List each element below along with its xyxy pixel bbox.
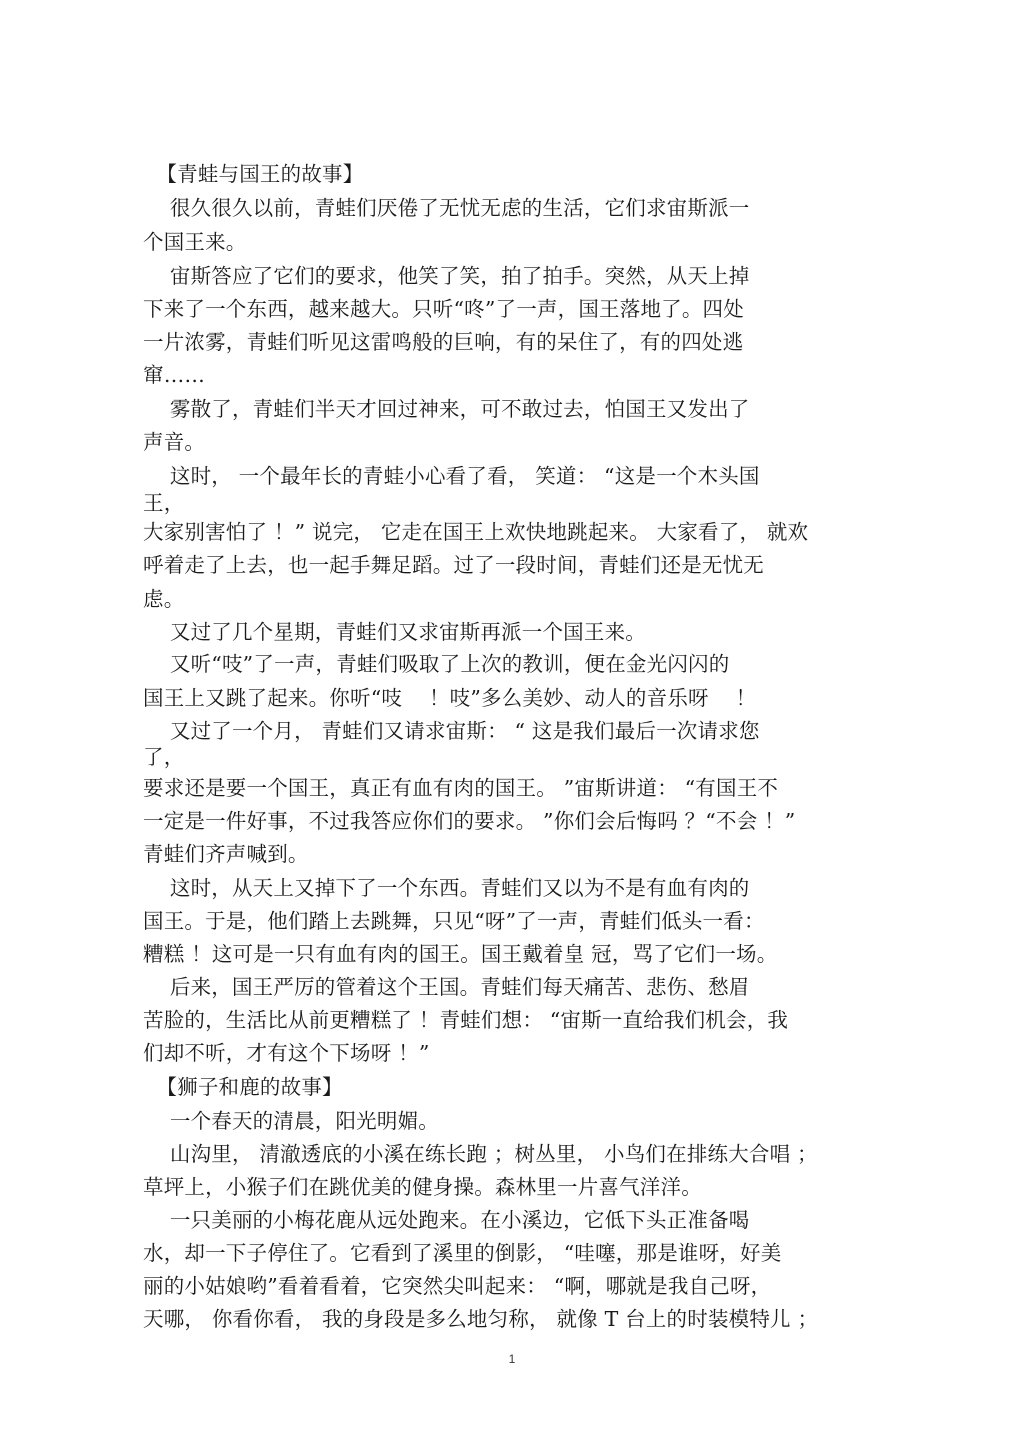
- text-line: 这时，从天上又掉下了一个东西。青蛙们又以为不是有血有肉的: [143, 876, 750, 900]
- section-heading: 【青蛙与国王的故事】: [143, 162, 364, 186]
- text-line: 天哪， 你看你看， 我的身段是多么地匀称， 就像 T 台上的时装模特儿 ；: [143, 1307, 819, 1331]
- text-line: 后来，国王严厉的管着这个王国。青蛙们每天痛苦、悲伤、愁眉: [143, 975, 750, 999]
- text-line: 水，却一下子停住了。它看到了溪里的倒影， “哇噻，那是谁呀，好美: [143, 1241, 782, 1265]
- text-line: 窜……: [143, 363, 206, 387]
- text-line: 宙斯答应了它们的要求，他笑了笑，拍了拍手。突然，从天上掉: [143, 264, 750, 288]
- text-line: 糟糕 ！这可是一只有血有肉的国王。国王戴着皇 冠，骂了它们一场。: [143, 942, 778, 966]
- text-line: 这时， 一个最年长的青蛙小心看了看， 笑道： “这是一个木头国: [143, 464, 760, 488]
- text-line: 山沟里， 清澈透底的小溪在练长跑 ；树丛里， 小鸟们在排练大合唱 ；: [143, 1142, 818, 1166]
- section-heading: 【狮子和鹿的故事】: [143, 1075, 343, 1099]
- page-number: 1: [508, 1352, 516, 1366]
- text-line: 虑。: [143, 587, 185, 611]
- text-line: 呼着走了上去，也一起手舞足蹈。过了一段时间，青蛙们还是无忧无: [143, 553, 764, 577]
- text-line: 国王上又跳了起来。你听“吱 ！吱”多么美妙、动人的音乐呀 ！: [143, 686, 757, 710]
- text-line: 草坪上，小猴子们在跳优美的健身操。森林里一片喜气洋洋。: [143, 1175, 702, 1199]
- text-line: 又听“吱”了一声，青蛙们吸取了上次的教训，便在金光闪闪的: [143, 652, 730, 676]
- text-line: 声音。: [143, 430, 206, 454]
- text-line: 一只美丽的小梅花鹿从远处跑来。在小溪边，它低下头正准备喝: [143, 1208, 750, 1232]
- text-line: 国王。于是，他们踏上去跳舞，只见“呀”了一声，青蛙们低头一看：: [143, 909, 765, 933]
- text-line: 一片浓雾，青蛙们听见这雷鸣般的巨响，有的呆住了，有的四处逃: [143, 330, 744, 354]
- text-line: 了，: [143, 745, 185, 769]
- text-line: 又过了几个星期，青蛙们又求宙斯再派一个国王来。: [143, 620, 646, 644]
- text-line: 个国王来。: [143, 230, 247, 254]
- text-line: 雾散了，青蛙们半天才回过神来，可不敢过去，怕国王又发出了: [143, 397, 750, 421]
- text-line: 王，: [143, 491, 185, 515]
- text-line: 一定是一件好事，不过我答应你们的要求。 ”你们会后悔吗 ？“不会 ！”: [143, 809, 796, 833]
- text-line: 们却不听，才有这个下场呀 ！”: [143, 1041, 430, 1065]
- text-line: 要求还是要一个国王，真正有血有肉的国王。 ”宙斯讲道： “有国王不: [143, 776, 779, 800]
- text-line: 一个春天的清晨，阳光明媚。: [143, 1109, 439, 1133]
- text-line: 苦脸的，生活比从前更糟糕了 ！青蛙们想： “宙斯一直给我们机会，我: [143, 1008, 789, 1032]
- text-line: 丽的小姑娘哟”看着看着，它突然尖叫起来： “啊，哪就是我自己呀，: [143, 1274, 772, 1298]
- text-line: 下来了一个东西，越来越大。只听“咚”了一声，国王落地了。四处: [143, 297, 744, 321]
- text-line: 又过了一个月， 青蛙们又请求宙斯： “ 这是我们最后一次请求您: [143, 719, 760, 743]
- text-line: 青蛙们齐声喊到。: [143, 842, 309, 866]
- text-line: 很久很久以前，青蛙们厌倦了无忧无虑的生活，它们求宙斯派一: [143, 196, 750, 220]
- text-line: 大家别害怕了 ！” 说完， 它走在国王上欢快地跳起来。 大家看了， 就欢: [143, 520, 809, 544]
